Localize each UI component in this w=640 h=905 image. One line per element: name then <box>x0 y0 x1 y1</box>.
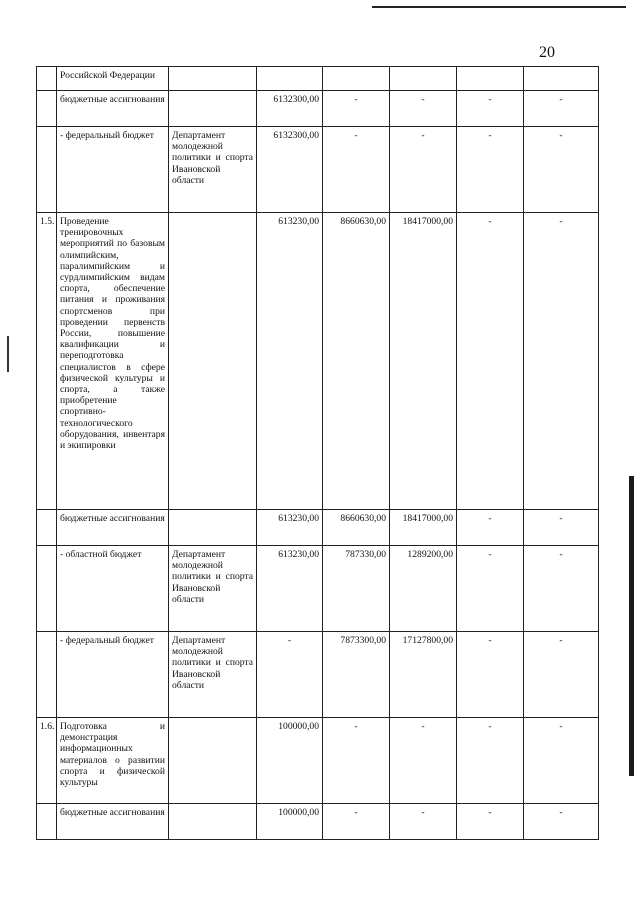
value-cell: - <box>323 718 390 804</box>
value-cell: - <box>457 91 524 127</box>
row-index <box>37 804 57 840</box>
value-cell: 1289200,00 <box>390 546 457 632</box>
row-index <box>37 127 57 213</box>
table-row <box>37 127 599 213</box>
value-cell: - <box>524 510 599 546</box>
row-index: 1.5. <box>37 213 57 510</box>
value-cell: - <box>524 546 599 632</box>
row-name: Проведение тренировочных мероприятий по базовым олимпийским, паралимпийским и сурдлимпийским видам спорта, обеспечение питания и проживания спортсменов при проведении первенств России, повышение квалификации и переподготовка специалистов в сфере физической культуры и спорта, а также приобретение спортивно-технологического оборудования, инвентаря и экипировки <box>57 213 169 510</box>
row-index <box>37 510 57 546</box>
page-number: 20 <box>539 44 555 61</box>
value-cell: - <box>457 804 524 840</box>
value-cell: - <box>524 632 599 718</box>
value-cell: 613230,00 <box>257 213 323 510</box>
row-name: бюджетные ассигнования <box>57 91 169 127</box>
budget-table <box>36 66 599 840</box>
row-index <box>37 546 57 632</box>
value-cell: - <box>257 632 323 718</box>
value-cell: 7873300,00 <box>323 632 390 718</box>
value-cell: 100000,00 <box>257 804 323 840</box>
value-cell: 8660630,00 <box>323 510 390 546</box>
value-cell: - <box>457 510 524 546</box>
row-name: - областной бюджет <box>57 546 169 632</box>
value-cell: - <box>457 213 524 510</box>
row-index <box>37 91 57 127</box>
value-cell: - <box>524 127 599 213</box>
row-executor: Департамент молодежной политики и спорта Ивановской области <box>169 546 257 632</box>
value-cell: 18417000,00 <box>390 510 457 546</box>
row-name: Российской Федерации <box>57 67 169 91</box>
value-cell: 17127800,00 <box>390 632 457 718</box>
value-cell: 100000,00 <box>257 718 323 804</box>
row-executor: Департамент молодежной политики и спорта Ивановской области <box>169 632 257 718</box>
row-name: бюджетные ассигнования <box>57 510 169 546</box>
value-cell: 6132300,00 <box>257 91 323 127</box>
table-row <box>37 632 599 718</box>
value-cell <box>323 67 390 91</box>
value-cell: - <box>390 718 457 804</box>
value-cell: - <box>457 546 524 632</box>
row-name: - федеральный бюджет <box>57 632 169 718</box>
row-name: бюджетные ассигнования <box>57 804 169 840</box>
value-cell: - <box>323 127 390 213</box>
table-row <box>37 804 599 840</box>
value-cell <box>457 67 524 91</box>
value-cell <box>257 67 323 91</box>
value-cell: - <box>323 91 390 127</box>
row-executor <box>169 804 257 840</box>
row-index: 1.6. <box>37 718 57 804</box>
value-cell: 613230,00 <box>257 510 323 546</box>
table-row <box>37 546 599 632</box>
value-cell: 18417000,00 <box>390 213 457 510</box>
value-cell: 8660630,00 <box>323 213 390 510</box>
row-executor <box>169 510 257 546</box>
top-rule <box>372 6 626 8</box>
table-row <box>37 213 599 510</box>
row-executor: Департамент молодежной политики и спорта Ивановской области <box>169 127 257 213</box>
row-name: - федеральный бюджет <box>57 127 169 213</box>
value-cell: - <box>390 804 457 840</box>
row-executor <box>169 67 257 91</box>
value-cell: - <box>323 804 390 840</box>
row-name: Подготовка и демонстрация информационных материалов о развитии спорта и физической культуры <box>57 718 169 804</box>
table-row <box>37 718 599 804</box>
value-cell: - <box>457 632 524 718</box>
scan-edge-bar <box>629 476 634 776</box>
table-row <box>37 67 599 91</box>
value-cell <box>390 67 457 91</box>
value-cell: - <box>457 718 524 804</box>
table-row <box>37 91 599 127</box>
row-executor <box>169 213 257 510</box>
value-cell: - <box>524 91 599 127</box>
value-cell <box>524 67 599 91</box>
value-cell: - <box>390 91 457 127</box>
value-cell: - <box>457 127 524 213</box>
value-cell: 6132300,00 <box>257 127 323 213</box>
value-cell: - <box>524 718 599 804</box>
row-executor <box>169 718 257 804</box>
row-executor <box>169 91 257 127</box>
value-cell: 613230,00 <box>257 546 323 632</box>
value-cell: 787330,00 <box>323 546 390 632</box>
value-cell: - <box>390 127 457 213</box>
row-index <box>37 632 57 718</box>
margin-mark <box>7 336 9 372</box>
row-index <box>37 67 57 91</box>
value-cell: - <box>524 213 599 510</box>
table-row <box>37 510 599 546</box>
value-cell: - <box>524 804 599 840</box>
